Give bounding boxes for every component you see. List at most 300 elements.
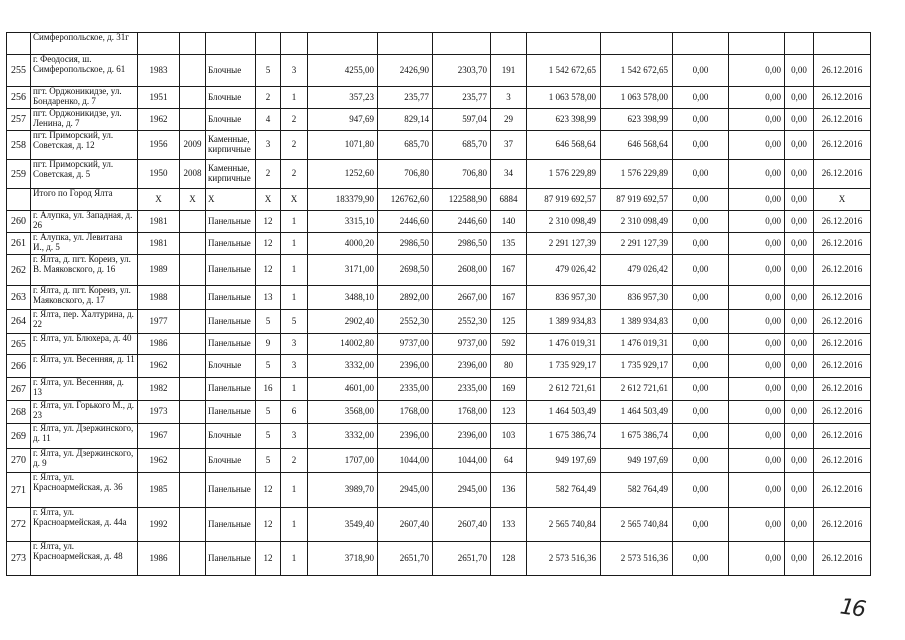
cell-cost-fund: 2 573 516,36: [601, 542, 673, 576]
cell-recon: [180, 310, 206, 334]
cell-floors: 4: [256, 109, 281, 131]
cell-c1: 0,00: [673, 449, 729, 473]
cell-date: 26.12.2016: [814, 355, 871, 378]
cell-entrances: 2: [281, 131, 308, 160]
cell-date: 26.12.2016: [814, 424, 871, 449]
cell-cost-fund: 1 476 019,31: [601, 334, 673, 355]
cell-material: Каменные, кирпичные: [206, 160, 256, 189]
cell-floors: 16: [256, 378, 281, 401]
cell-area-res: 1768,00: [433, 401, 491, 424]
cell-area-total: 3989,70: [308, 473, 378, 508]
cell-year: 1977: [138, 310, 180, 334]
cell-cost-total: [527, 33, 601, 55]
cell-material: [206, 33, 256, 55]
cell-c1: 0,00: [673, 310, 729, 334]
cell-c2: 0,00: [729, 449, 785, 473]
cell-year: 1962: [138, 449, 180, 473]
cell-cost-fund: 623 398,99: [601, 109, 673, 131]
cell-year: 1988: [138, 286, 180, 310]
cell-residents: 167: [491, 286, 527, 310]
cell-entrances: 3: [281, 55, 308, 87]
cell-material: Панельные: [206, 542, 256, 576]
cell-residents: 3: [491, 87, 527, 109]
table-row: [7, 160, 871, 189]
cell-floors: 12: [256, 233, 281, 255]
cell-n: 271: [7, 473, 31, 508]
cell-date: 26.12.2016: [814, 211, 871, 233]
cell-entrances: [281, 33, 308, 55]
cell-c1: 0,00: [673, 542, 729, 576]
cell-residents: 128: [491, 542, 527, 576]
housing-register-table: [6, 32, 871, 576]
cell-area-res: 2396,00: [433, 355, 491, 378]
cell-year: 1983: [138, 55, 180, 87]
cell-floors: 5: [256, 55, 281, 87]
cell-c1: 0,00: [673, 355, 729, 378]
cell-recon: [180, 334, 206, 355]
cell-area-res: 706,80: [433, 160, 491, 189]
cell-c3: 0,00: [785, 131, 814, 160]
cell-residents: [491, 33, 527, 55]
table-row: [7, 33, 871, 55]
cell-floors: 5: [256, 310, 281, 334]
cell-date: 26.12.2016: [814, 131, 871, 160]
table-body: [7, 33, 871, 576]
cell-floors: 5: [256, 449, 281, 473]
cell-c1: 0,00: [673, 55, 729, 87]
cell-c1: [673, 33, 729, 55]
cell-area-living: [378, 33, 433, 55]
cell-area-total: 4000,20: [308, 233, 378, 255]
cell-year: 1981: [138, 211, 180, 233]
cell-area-res: 2607,40: [433, 508, 491, 542]
cell-c3: 0,00: [785, 542, 814, 576]
cell-cost-total: 479 026,42: [527, 255, 601, 286]
cell-c3: 0,00: [785, 508, 814, 542]
cell-c2: [729, 33, 785, 55]
cell-cost-total: 2 310 098,49: [527, 211, 601, 233]
cell-n: 268: [7, 401, 31, 424]
cell-entrances: 1: [281, 255, 308, 286]
cell-floors: 12: [256, 473, 281, 508]
cell-date: 26.12.2016: [814, 449, 871, 473]
cell-c2: 0,00: [729, 55, 785, 87]
cell-residents: 6884: [491, 189, 527, 211]
cell-year: 1986: [138, 334, 180, 355]
cell-area-living: 706,80: [378, 160, 433, 189]
cell-material: Панельные: [206, 334, 256, 355]
cell-date: 26.12.2016: [814, 542, 871, 576]
cell-cost-total: 2 565 740,84: [527, 508, 601, 542]
cell-year: 1982: [138, 378, 180, 401]
cell-cost-fund: 836 957,30: [601, 286, 673, 310]
cell-address: Итого по Город Ялта: [31, 189, 138, 211]
cell-material: Панельные: [206, 378, 256, 401]
cell-floors: 2: [256, 160, 281, 189]
cell-material: Панельные: [206, 473, 256, 508]
cell-area-total: 3568,00: [308, 401, 378, 424]
cell-c2: 0,00: [729, 508, 785, 542]
cell-entrances: 2: [281, 449, 308, 473]
cell-material: Блочные: [206, 87, 256, 109]
cell-n: 255: [7, 55, 31, 87]
cell-n: 262: [7, 255, 31, 286]
cell-year: 1989: [138, 255, 180, 286]
cell-cost-fund: 1 576 229,89: [601, 160, 673, 189]
cell-c3: 0,00: [785, 473, 814, 508]
cell-cost-fund: 949 197,69: [601, 449, 673, 473]
cell-cost-total: 949 197,69: [527, 449, 601, 473]
cell-recon: X: [180, 189, 206, 211]
cell-c3: 0,00: [785, 286, 814, 310]
cell-entrances: 2: [281, 160, 308, 189]
cell-year: 1962: [138, 355, 180, 378]
cell-floors: 5: [256, 355, 281, 378]
cell-c1: 0,00: [673, 131, 729, 160]
cell-n: 272: [7, 508, 31, 542]
cell-recon: [180, 233, 206, 255]
cell-year: 1967: [138, 424, 180, 449]
cell-cost-total: 1 476 019,31: [527, 334, 601, 355]
cell-area-total: 14002,80: [308, 334, 378, 355]
cell-entrances: 1: [281, 508, 308, 542]
cell-date: 26.12.2016: [814, 378, 871, 401]
cell-c2: 0,00: [729, 542, 785, 576]
cell-residents: 80: [491, 355, 527, 378]
cell-cost-total: 2 573 516,36: [527, 542, 601, 576]
cell-residents: 592: [491, 334, 527, 355]
cell-year: 1956: [138, 131, 180, 160]
cell-date: X: [814, 189, 871, 211]
cell-date: 26.12.2016: [814, 109, 871, 131]
cell-n: 267: [7, 378, 31, 401]
cell-n: 264: [7, 310, 31, 334]
cell-area-total: 3171,00: [308, 255, 378, 286]
cell-c1: 0,00: [673, 255, 729, 286]
cell-area-total: 947,69: [308, 109, 378, 131]
cell-cost-total: 582 764,49: [527, 473, 601, 508]
cell-entrances: 3: [281, 334, 308, 355]
cell-cost-total: 2 612 721,61: [527, 378, 601, 401]
cell-area-total: 183379,90: [308, 189, 378, 211]
cell-area-res: 122588,90: [433, 189, 491, 211]
cell-cost-total: 836 957,30: [527, 286, 601, 310]
cell-c2: 0,00: [729, 310, 785, 334]
cell-date: [814, 33, 871, 55]
cell-recon: [180, 378, 206, 401]
cell-entrances: X: [281, 189, 308, 211]
cell-address: г. Ялта, ул. Весенняя, д. 13: [31, 378, 138, 401]
cell-c2: 0,00: [729, 355, 785, 378]
table-row: [7, 233, 871, 255]
cell-n: 273: [7, 542, 31, 576]
cell-material: Панельные: [206, 286, 256, 310]
cell-residents: 123: [491, 401, 527, 424]
cell-material: Блочные: [206, 449, 256, 473]
table-row: [7, 55, 871, 87]
cell-c3: 0,00: [785, 55, 814, 87]
table-row: [7, 449, 871, 473]
table-row: [7, 286, 871, 310]
cell-recon: 2008: [180, 160, 206, 189]
cell-c3: 0,00: [785, 233, 814, 255]
cell-area-living: 2892,00: [378, 286, 433, 310]
cell-area-res: [433, 33, 491, 55]
table-row: [7, 355, 871, 378]
cell-floors: [256, 33, 281, 55]
cell-area-living: 2396,00: [378, 355, 433, 378]
cell-residents: 64: [491, 449, 527, 473]
cell-material: Панельные: [206, 508, 256, 542]
cell-material: Панельные: [206, 211, 256, 233]
cell-c1: 0,00: [673, 378, 729, 401]
cell-residents: 136: [491, 473, 527, 508]
cell-c1: 0,00: [673, 189, 729, 211]
cell-area-res: 9737,00: [433, 334, 491, 355]
table-row: [7, 310, 871, 334]
cell-year: 1986: [138, 542, 180, 576]
cell-cost-fund: 2 565 740,84: [601, 508, 673, 542]
cell-area-res: 2552,30: [433, 310, 491, 334]
table-row: [7, 473, 871, 508]
cell-cost-total: 623 398,99: [527, 109, 601, 131]
cell-c1: 0,00: [673, 211, 729, 233]
cell-area-living: 2945,00: [378, 473, 433, 508]
cell-area-living: 2396,00: [378, 424, 433, 449]
cell-cost-total: 1 542 672,65: [527, 55, 601, 87]
table-row: [7, 401, 871, 424]
cell-cost-fund: 2 612 721,61: [601, 378, 673, 401]
cell-address: г. Феодосия, ш. Симферопольское, д. 61: [31, 55, 138, 87]
cell-cost-fund: 2 310 098,49: [601, 211, 673, 233]
cell-c3: 0,00: [785, 87, 814, 109]
cell-address: пгт. Приморский, ул. Советская, д. 5: [31, 160, 138, 189]
cell-address: г. Ялта, ул. Красноармейская, д. 44а: [31, 508, 138, 542]
cell-c3: 0,00: [785, 449, 814, 473]
cell-recon: [180, 109, 206, 131]
cell-material: Блочные: [206, 109, 256, 131]
cell-material: Блочные: [206, 424, 256, 449]
cell-cost-total: 1 576 229,89: [527, 160, 601, 189]
cell-recon: [180, 424, 206, 449]
cell-residents: 167: [491, 255, 527, 286]
cell-entrances: 3: [281, 355, 308, 378]
cell-area-living: 685,70: [378, 131, 433, 160]
cell-area-res: 597,04: [433, 109, 491, 131]
cell-area-living: 2446,60: [378, 211, 433, 233]
cell-area-living: 126762,60: [378, 189, 433, 211]
cell-area-res: 685,70: [433, 131, 491, 160]
cell-area-living: 2552,30: [378, 310, 433, 334]
cell-recon: [180, 401, 206, 424]
cell-recon: 2009: [180, 131, 206, 160]
cell-date: 26.12.2016: [814, 55, 871, 87]
cell-year: X: [138, 189, 180, 211]
cell-cost-total: 1 063 578,00: [527, 87, 601, 109]
cell-address: г. Ялта, ул. Красноармейская, д. 48: [31, 542, 138, 576]
table-row: [7, 334, 871, 355]
cell-material: Блочные: [206, 55, 256, 87]
cell-c2: 0,00: [729, 378, 785, 401]
cell-c2: 0,00: [729, 286, 785, 310]
table-row: [7, 424, 871, 449]
cell-c3: 0,00: [785, 211, 814, 233]
cell-c2: 0,00: [729, 211, 785, 233]
cell-floors: 5: [256, 424, 281, 449]
cell-area-living: 2986,50: [378, 233, 433, 255]
cell-year: 1951: [138, 87, 180, 109]
cell-recon: [180, 449, 206, 473]
cell-area-living: 2335,00: [378, 378, 433, 401]
cell-floors: 12: [256, 255, 281, 286]
cell-address: пгт. Приморский, ул. Советская, д. 12: [31, 131, 138, 160]
cell-c3: 0,00: [785, 424, 814, 449]
cell-n: 256: [7, 87, 31, 109]
cell-recon: [180, 286, 206, 310]
cell-area-res: 2945,00: [433, 473, 491, 508]
cell-address: Симферопольское, д. 31г: [31, 33, 138, 55]
cell-date: 26.12.2016: [814, 310, 871, 334]
cell-c2: 0,00: [729, 424, 785, 449]
cell-c1: 0,00: [673, 401, 729, 424]
cell-address: пгт. Орджоникидзе, ул. Ленина, д. 7: [31, 109, 138, 131]
cell-entrances: 1: [281, 473, 308, 508]
cell-area-res: 1044,00: [433, 449, 491, 473]
cell-n: 257: [7, 109, 31, 131]
cell-entrances: 2: [281, 109, 308, 131]
cell-c2: 0,00: [729, 473, 785, 508]
cell-cost-fund: 87 919 692,57: [601, 189, 673, 211]
cell-year: [138, 33, 180, 55]
cell-cost-total: 1 389 934,83: [527, 310, 601, 334]
cell-floors: 5: [256, 401, 281, 424]
cell-recon: [180, 508, 206, 542]
cell-n: [7, 189, 31, 211]
cell-address: г. Ялта, ул. Дзержинского, д. 11: [31, 424, 138, 449]
cell-floors: 13: [256, 286, 281, 310]
cell-entrances: 1: [281, 233, 308, 255]
cell-c2: 0,00: [729, 109, 785, 131]
cell-c2: 0,00: [729, 131, 785, 160]
cell-c3: 0,00: [785, 255, 814, 286]
cell-cost-fund: 1 735 929,17: [601, 355, 673, 378]
cell-cost-fund: 1 464 503,49: [601, 401, 673, 424]
cell-date: 26.12.2016: [814, 87, 871, 109]
cell-residents: 37: [491, 131, 527, 160]
cell-c2: 0,00: [729, 160, 785, 189]
cell-address: г. Ялта, ул. Блюхера, д. 40: [31, 334, 138, 355]
cell-area-total: 3332,00: [308, 355, 378, 378]
cell-c2: 0,00: [729, 334, 785, 355]
cell-year: 1962: [138, 109, 180, 131]
cell-area-res: 2608,00: [433, 255, 491, 286]
cell-recon: [180, 542, 206, 576]
cell-recon: [180, 33, 206, 55]
cell-c3: 0,00: [785, 160, 814, 189]
cell-cost-fund: [601, 33, 673, 55]
cell-address: г. Ялта, ул. Весенняя, д. 11: [31, 355, 138, 378]
cell-area-living: 2698,50: [378, 255, 433, 286]
cell-entrances: 5: [281, 310, 308, 334]
cell-c3: 0,00: [785, 310, 814, 334]
cell-floors: 12: [256, 508, 281, 542]
cell-address: г. Ялта, д. пгт. Кореиз, ул. В. Маяковского, д. 16: [31, 255, 138, 286]
cell-area-res: 2651,70: [433, 542, 491, 576]
cell-n: 261: [7, 233, 31, 255]
table-row: [7, 255, 871, 286]
cell-area-total: 3315,10: [308, 211, 378, 233]
cell-area-total: 3488,10: [308, 286, 378, 310]
cell-area-total: 3549,40: [308, 508, 378, 542]
cell-floors: X: [256, 189, 281, 211]
cell-area-total: [308, 33, 378, 55]
cell-c2: 0,00: [729, 233, 785, 255]
cell-c3: 0,00: [785, 109, 814, 131]
cell-cost-fund: 1 063 578,00: [601, 87, 673, 109]
cell-date: 26.12.2016: [814, 286, 871, 310]
page-number: 16: [838, 594, 866, 623]
cell-c2: 0,00: [729, 255, 785, 286]
cell-cost-fund: 1 675 386,74: [601, 424, 673, 449]
cell-material: Блочные: [206, 355, 256, 378]
cell-c3: 0,00: [785, 189, 814, 211]
cell-floors: 2: [256, 87, 281, 109]
cell-area-res: 2986,50: [433, 233, 491, 255]
cell-area-total: 3332,00: [308, 424, 378, 449]
cell-material: Панельные: [206, 401, 256, 424]
cell-n: 259: [7, 160, 31, 189]
cell-area-res: 2396,00: [433, 424, 491, 449]
table-row: [7, 542, 871, 576]
cell-n: 260: [7, 211, 31, 233]
cell-c3: 0,00: [785, 334, 814, 355]
cell-date: 26.12.2016: [814, 401, 871, 424]
cell-date: 26.12.2016: [814, 334, 871, 355]
cell-cost-fund: 646 568,64: [601, 131, 673, 160]
cell-area-living: 9737,00: [378, 334, 433, 355]
cell-area-total: 4255,00: [308, 55, 378, 87]
cell-area-res: 2335,00: [433, 378, 491, 401]
cell-area-res: 2667,00: [433, 286, 491, 310]
cell-address: г. Ялта, пер. Халтурина, д. 22: [31, 310, 138, 334]
cell-cost-total: 2 291 127,39: [527, 233, 601, 255]
cell-c1: 0,00: [673, 508, 729, 542]
cell-area-total: 2902,40: [308, 310, 378, 334]
table-row: [7, 189, 871, 211]
cell-year: 1992: [138, 508, 180, 542]
cell-c1: 0,00: [673, 334, 729, 355]
cell-area-res: 2303,70: [433, 55, 491, 87]
cell-n: 266: [7, 355, 31, 378]
table-row: [7, 508, 871, 542]
cell-year: 1981: [138, 233, 180, 255]
cell-address: г. Ялта, ул. Горького М., д. 23: [31, 401, 138, 424]
cell-recon: [180, 211, 206, 233]
cell-area-total: 1071,80: [308, 131, 378, 160]
cell-entrances: 6: [281, 401, 308, 424]
cell-address: г. Алупка, ул. Западная, д. 26: [31, 211, 138, 233]
cell-residents: 169: [491, 378, 527, 401]
cell-material: Панельные: [206, 310, 256, 334]
cell-area-res: 2446,60: [433, 211, 491, 233]
cell-cost-fund: 1 389 934,83: [601, 310, 673, 334]
cell-recon: [180, 55, 206, 87]
cell-area-total: 1252,60: [308, 160, 378, 189]
cell-year: 1985: [138, 473, 180, 508]
cell-cost-total: 646 568,64: [527, 131, 601, 160]
cell-material: Панельные: [206, 233, 256, 255]
cell-material: Каменные, кирпичные: [206, 131, 256, 160]
